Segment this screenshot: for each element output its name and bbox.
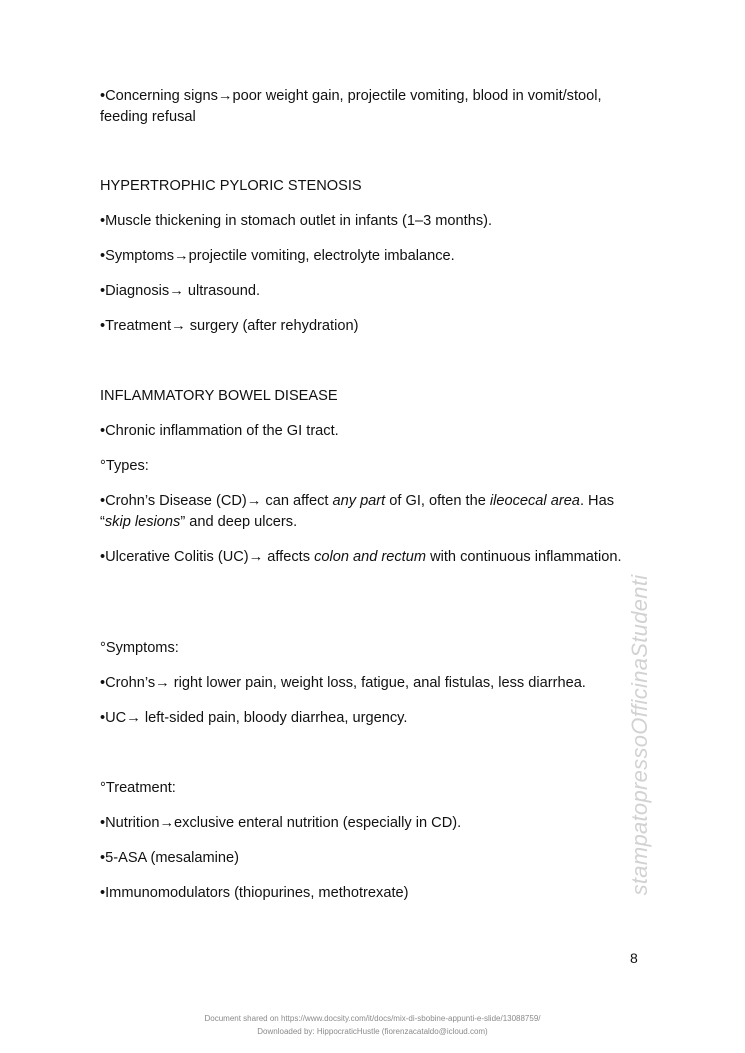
paragraph-diagnosis: •Diagnosis→ ultrasound.: [100, 283, 261, 299]
paragraph-crohns-disease: [100, 491, 645, 533]
watermark: stampatopressoOfficinaStudenti: [627, 574, 652, 896]
paragraph-uc-symptoms: •UC→ left-sided pain, bloody diarrhea, urgency.: [100, 710, 408, 726]
paragraph-nutrition: •Nutrition→exclusive enteral nutrition (especially in CD).: [100, 815, 462, 831]
paragraph-5-asa: •5-ASA (mesalamine): [100, 850, 239, 866]
paragraph-symptoms: •Symptoms→projectile vomiting, electrolyte imbalance.: [100, 248, 455, 264]
paragraph-treatment: •Treatment→ surgery (after rehydration): [100, 318, 359, 334]
paragraph-immunomodulators: •Immunomodulators (thiopurines, methotrexate): [100, 885, 409, 901]
paragraph-treatment-label: °Treatment:: [100, 780, 176, 796]
paragraph-ulcerative-colitis: [100, 547, 645, 568]
footer-shared-on: Document shared on https://www.docsity.com/it/docs/mix-di-sbobine-appunti-e-slide/13088759/: [204, 1014, 541, 1023]
paragraph-concerning-signs: •Concerning signs→poor weight gain, projectile vomiting, blood in vomit/stool, feeding refusal: [100, 88, 602, 125]
text-run: with continuous inflammation.: [426, 549, 622, 565]
paragraph-types-label: °Types:: [100, 458, 149, 474]
text-run: . Has “: [100, 493, 614, 530]
paragraph-crohns-symptoms: •Crohn’s→ right lower pain, weight loss, fatigue, anal fistulas, less diarrhea.: [100, 675, 586, 691]
emphasis-ileocecal-area: ileocecal area: [489, 493, 580, 509]
footer-downloaded-by: Downloaded by: HippocraticHustle (fiorenzacataldo@icloud.com): [257, 1027, 488, 1036]
text-run: ” and deep ulcers.: [180, 514, 298, 530]
text-run: •Crohn’s Disease (CD)→ can affect: [100, 493, 333, 509]
emphasis-any-part: any part: [332, 493, 386, 509]
page-number: 8: [630, 950, 638, 966]
paragraph-chronic-inflammation: •Chronic inflammation of the GI tract.: [100, 423, 339, 439]
emphasis-colon-rectum: colon and rectum: [314, 549, 427, 565]
paragraph-symptoms-label: °Symptoms:: [100, 640, 179, 656]
text-run: •Ulcerative Colitis (UC)→ affects: [100, 549, 315, 565]
emphasis-skip-lesions: skip lesions: [104, 514, 181, 530]
paragraph-muscle-thickening: •Muscle thickening in stomach outlet in infants (1–3 months).: [100, 213, 493, 229]
text-run: of GI, often the: [385, 493, 490, 509]
heading-pyloric-stenosis: HYPERTROPHIC PYLORIC STENOSIS: [100, 178, 362, 194]
heading-ibd: INFLAMMATORY BOWEL DISEASE: [100, 388, 338, 404]
